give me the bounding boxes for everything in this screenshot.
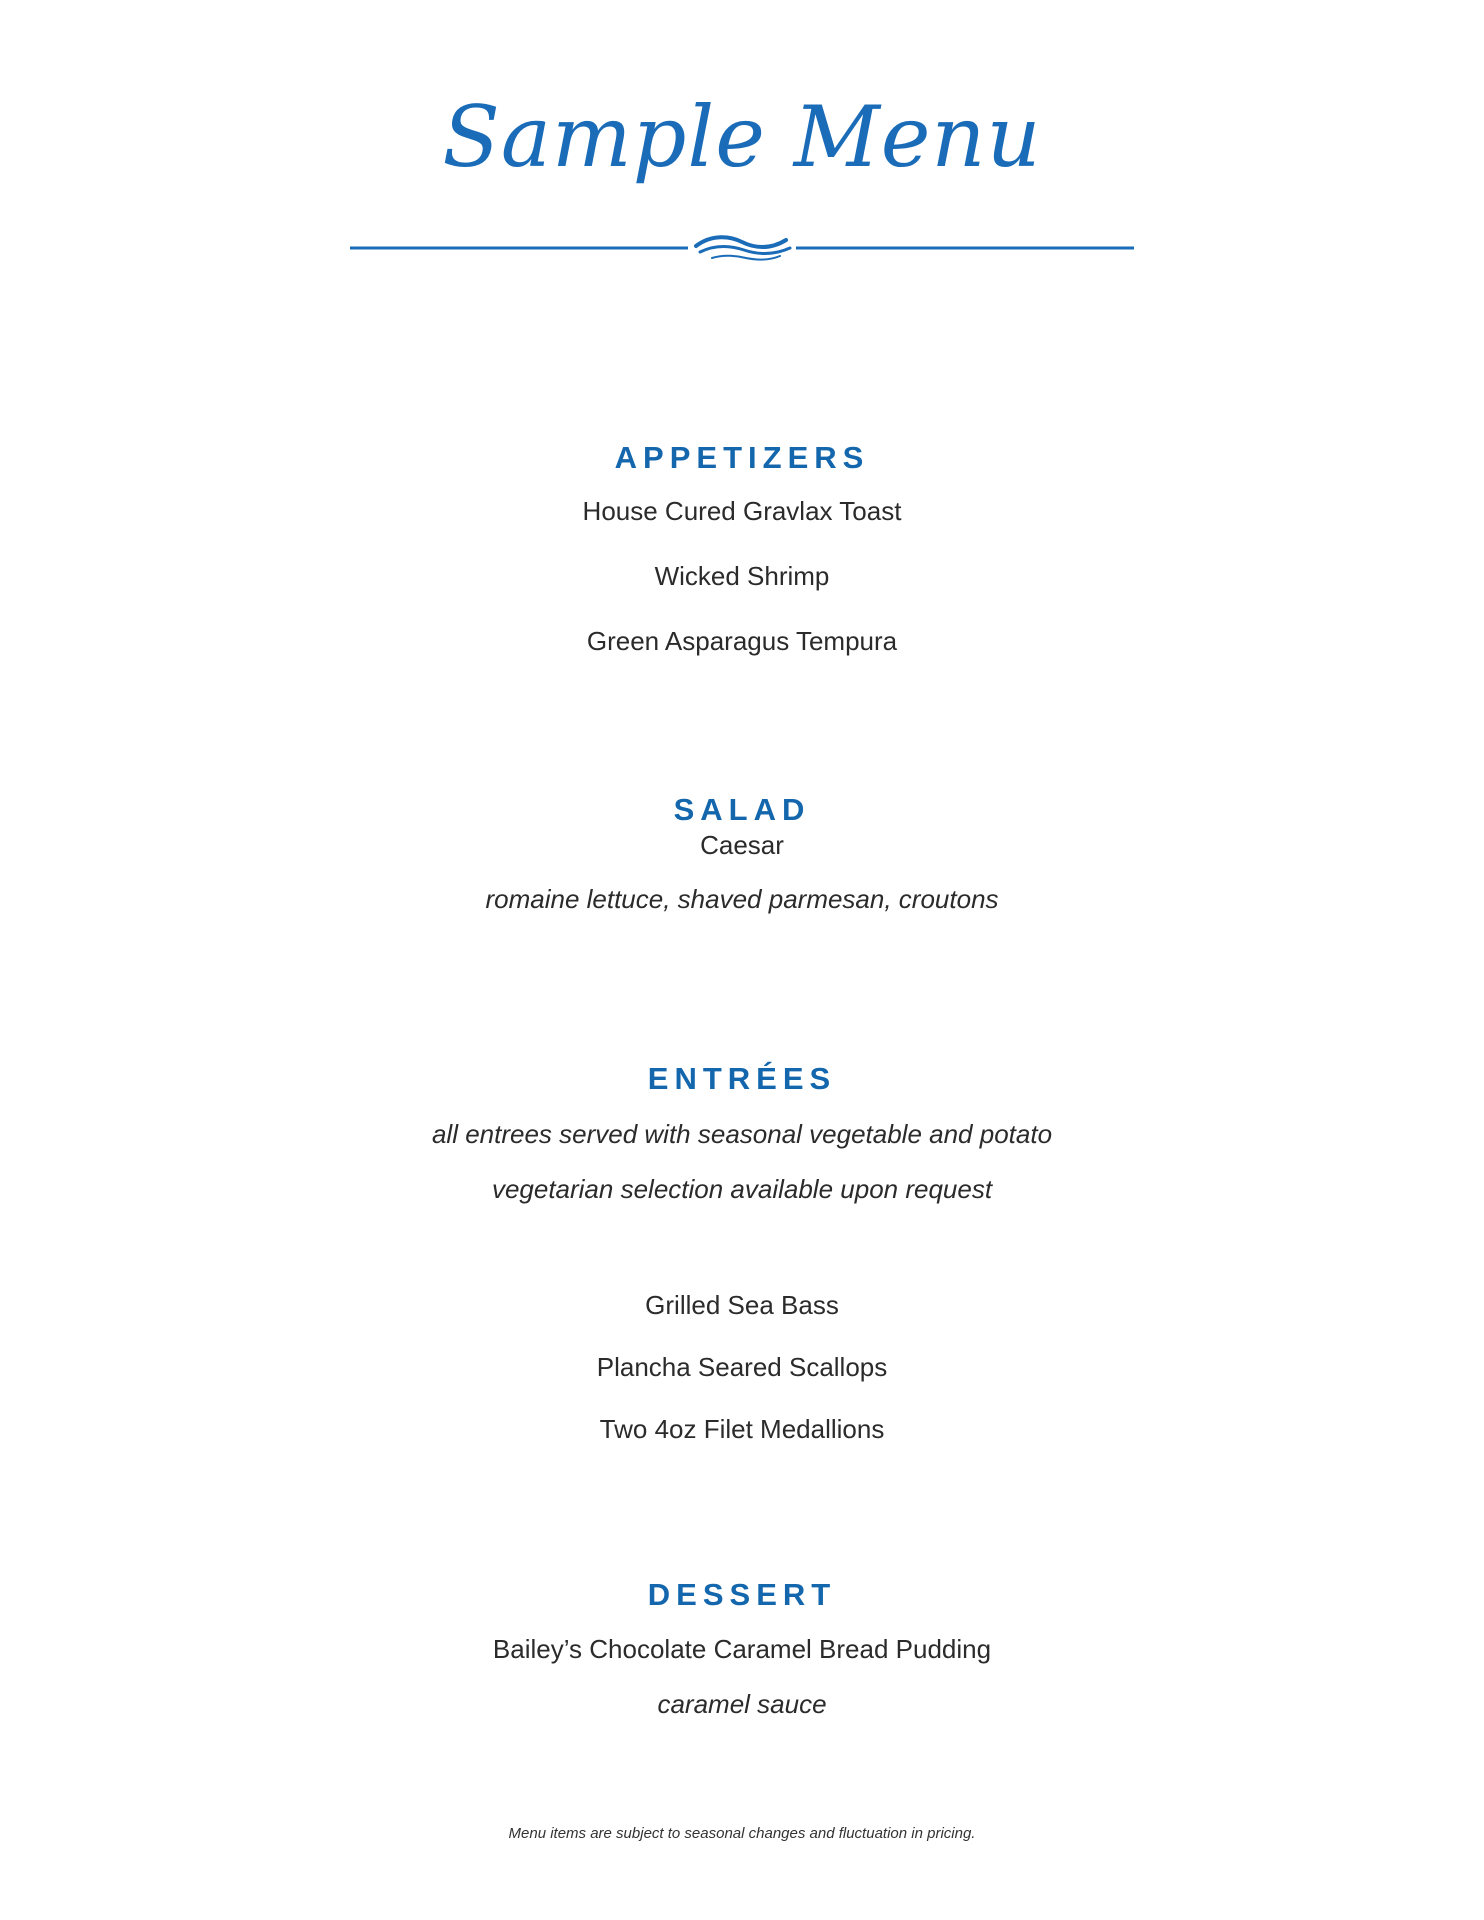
menu-item: Wicked Shrimp xyxy=(654,561,830,591)
menu-item-description: romaine lettuce, shaved parmesan, croutons xyxy=(485,884,999,914)
menu-item: Plancha Seared Scallops xyxy=(596,1352,888,1382)
section-heading-entrees: ENTRÉES xyxy=(647,1061,837,1096)
section-heading-dessert: DESSERT xyxy=(647,1577,837,1612)
section-heading-salad: SALAD xyxy=(673,792,811,827)
menu-item: Two 4oz Filet Medallions xyxy=(599,1414,885,1444)
section-heading-appetizers: APPETIZERS xyxy=(614,440,870,475)
section-note: vegetarian selection available upon request xyxy=(491,1174,993,1204)
menu-item: Green Asparagus Tempura xyxy=(586,626,898,656)
menu-item-description: caramel sauce xyxy=(657,1689,827,1719)
menu-item: Grilled Sea Bass xyxy=(645,1290,839,1320)
menu-item: Caesar xyxy=(700,830,784,860)
menu-item: Bailey’s Chocolate Caramel Bread Pudding xyxy=(492,1634,992,1664)
section-note: all entrees served with seasonal vegetable and potato xyxy=(431,1119,1053,1149)
menu-item: House Cured Gravlax Toast xyxy=(582,496,902,526)
title-divider-ornament xyxy=(350,228,1134,268)
menu-title: Sample Menu xyxy=(442,88,1042,186)
pricing-footnote: Menu items are subject to seasonal changes and fluctuation in pricing. xyxy=(508,1825,976,1842)
